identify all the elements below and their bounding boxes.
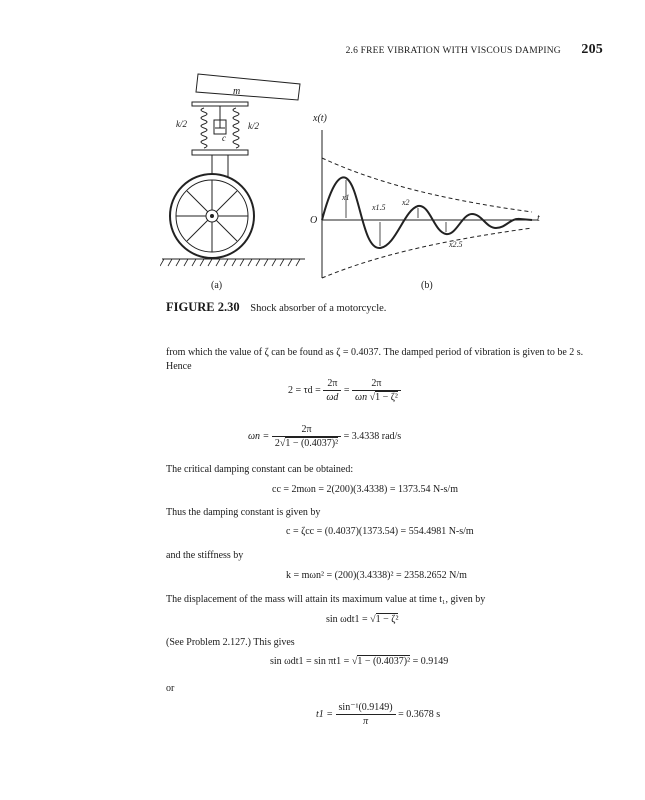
- paragraph-7: or: [166, 683, 175, 694]
- eq2-lhs: ωn =: [248, 430, 270, 442]
- label-x2: x2: [402, 198, 410, 207]
- axis-y-label: x(t): [313, 113, 327, 124]
- equation-damping-constant: c = ζcc = (0.4037)(1373.54) = 554.4981 N-s/m: [286, 526, 474, 537]
- running-header: [346, 42, 603, 58]
- equation-natural-frequency: ωn = $\frac{2\pi}{\text{2√1 − (0.4037)²}}$ = 3.4338 rad/s: [248, 424, 402, 449]
- paragraph-5: The displacement of the mass will attain its maximum value at time t₁, given by: [166, 594, 486, 605]
- subfigure-a-label: (a): [211, 280, 223, 291]
- equation-critical-damping: cc = 2mωn = 2(200)(3.4338) = 1373.54 N-s/m: [272, 484, 458, 495]
- paragraph-1: from which the value of ζ can be found as ζ = 0.4037. The damped period of vibration is given to be 2 s. Hence: [166, 347, 584, 372]
- equation-max-time: sin ωdt1 = √1 − ζ²: [326, 614, 399, 625]
- eq1-num: 2π: [323, 378, 341, 391]
- eq1-num2: 2π: [352, 378, 401, 391]
- eq1-den: ωd: [326, 392, 339, 403]
- eq2-den-rad: 1 − (0.4037)²: [285, 438, 339, 449]
- label-spring-left: k/2: [176, 119, 187, 129]
- subfigure-b-label: (b): [421, 280, 433, 291]
- equation-sin-value: sin ωdt1 = sin πt1 = √1 − (0.4037)² = 0.9149: [270, 656, 449, 667]
- paragraph-2: The critical damping constant can be obtained:: [166, 464, 354, 475]
- eq1-den2-a: ωn: [355, 392, 368, 403]
- eq1-lhs: 2 = τd =: [288, 384, 321, 396]
- figure-b-response-plot: [300, 120, 550, 280]
- caption-text: Shock absorber of a motorcycle.: [250, 303, 387, 314]
- paragraph-3: Thus the damping constant is given by: [166, 507, 321, 518]
- paragraph-6: (See Problem 2.127.) This gives: [166, 637, 295, 648]
- eq7-rhs: = 0.9149: [412, 656, 449, 667]
- page-number: 205: [581, 42, 603, 57]
- equation-damped-period: 2 = τd = $\frac{2\pi}{\omega d}$ = $\frac{2\pi}{\text{ωn √1 − ζ²}}$: [288, 378, 401, 403]
- eq8-num: sin⁻¹(0.9149): [336, 702, 396, 715]
- caption-label: FIGURE 2.30: [166, 300, 240, 314]
- label-spring-right: k/2: [248, 121, 259, 131]
- axis-x-label: t: [537, 213, 540, 224]
- eq7-lhs: sin ωdt1 = sin πt1 =: [270, 656, 350, 667]
- section-title: 2.6 FREE VIBRATION WITH VISCOUS DAMPING: [345, 46, 561, 56]
- equation-t1: [316, 702, 440, 727]
- label-x1: x1: [342, 193, 350, 202]
- eq2-num: 2π: [272, 424, 341, 437]
- label-damper: c: [222, 133, 226, 143]
- eq6-lhs: sin ωdt1 =: [326, 614, 368, 625]
- label-mass: m: [233, 86, 241, 97]
- equation-stiffness: k = mωn² = (200)(3.4338)² = 2358.2652 N/m: [286, 570, 467, 581]
- label-x1-5: x1.5: [372, 203, 386, 212]
- eq6-rad: 1 − ζ²: [375, 614, 399, 625]
- figure-a-shock-absorber: [160, 70, 310, 275]
- paragraph-4: and the stiffness by: [166, 550, 244, 561]
- eq2-rhs: = 3.4338 rad/s: [343, 430, 402, 442]
- eq8-rhs: = 0.3678 s: [398, 708, 441, 720]
- eq8-lhs: t1 =: [316, 708, 334, 720]
- eq7-rad: 1 − (0.4037)²: [357, 656, 411, 667]
- origin-label: O: [310, 215, 318, 226]
- eq1-den2-rad: 1 − ζ²: [375, 392, 398, 403]
- figure-caption: [166, 300, 386, 315]
- eq8-den: π: [363, 716, 369, 727]
- eq2-den-a: 2: [274, 438, 280, 449]
- label-x2-5: x2.5: [449, 240, 463, 249]
